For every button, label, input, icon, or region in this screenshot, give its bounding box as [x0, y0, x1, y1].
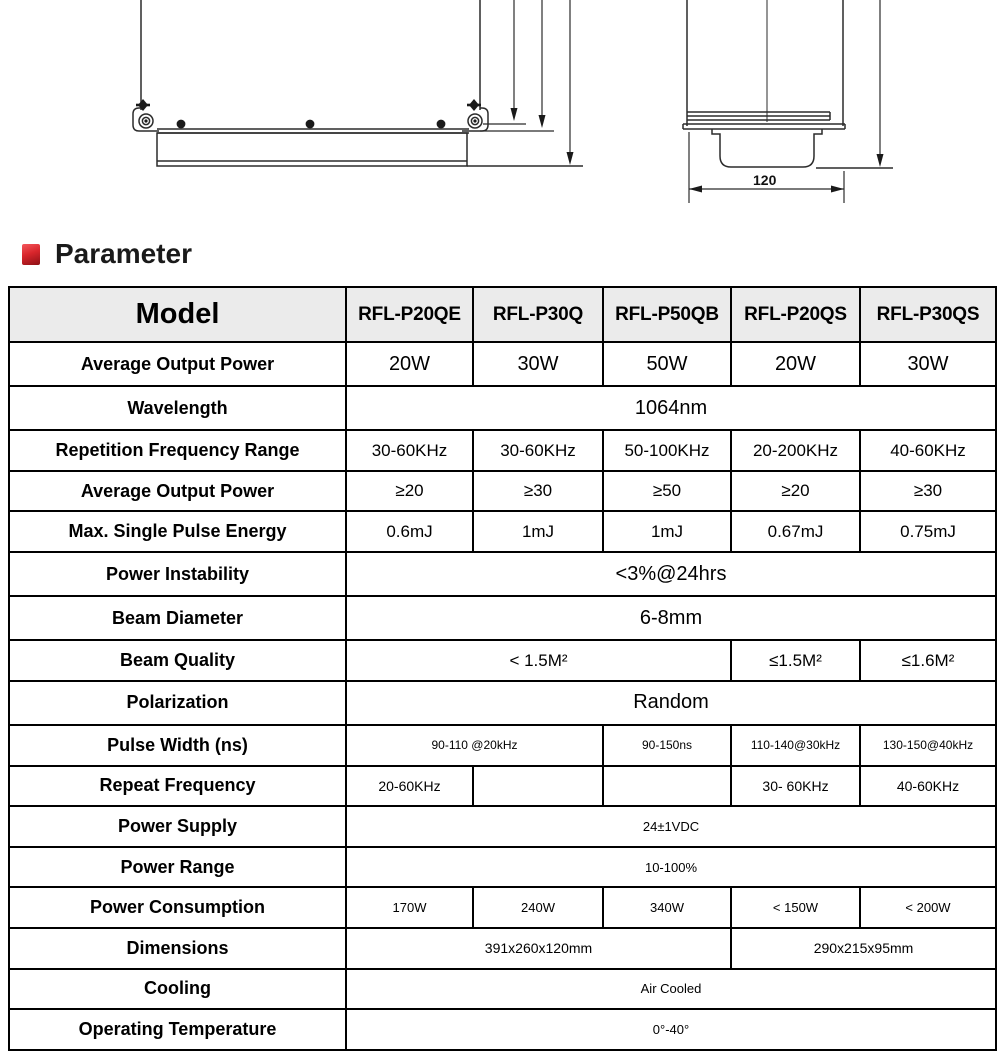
value-cell: ≥30: [860, 471, 996, 512]
table-row: [9, 681, 996, 725]
value-cell: 90-150ns: [603, 725, 731, 766]
value-cell: 90-110 @20kHz: [346, 725, 603, 766]
table-row: [9, 596, 996, 640]
value-cell: ≥20: [731, 471, 860, 512]
value-cell: 30W: [473, 342, 603, 386]
value-cell: 10-100%: [346, 847, 996, 888]
table-row: [9, 887, 996, 928]
screw-icon: [136, 99, 481, 111]
parameter-table-body: [9, 287, 996, 1050]
section-heading: [22, 238, 192, 270]
value-cell: < 1.5M²: [346, 640, 731, 681]
table-row: [9, 342, 996, 386]
value-cell: [473, 766, 603, 807]
value-cell: 0°-40°: [346, 1009, 996, 1050]
table-row: [9, 725, 996, 766]
value-cell: 24±1VDC: [346, 806, 996, 847]
value-cell: 20W: [346, 342, 473, 386]
table-row: [9, 847, 996, 888]
table-row: [9, 430, 996, 471]
value-cell: <3%@24hrs: [346, 552, 996, 596]
value-cell: 6-8mm: [346, 596, 996, 640]
section-bullet-icon: [22, 244, 40, 265]
value-cell: 30W: [860, 342, 996, 386]
model-column-header: RFL-P20QE: [346, 287, 473, 342]
model-column-header: RFL-P30QS: [860, 287, 996, 342]
row-label-cell: Power Instability: [9, 552, 346, 596]
model-header-cell: Model: [9, 287, 346, 342]
value-cell: 30-60KHz: [473, 430, 603, 471]
table-row: [9, 552, 996, 596]
model-column-header: RFL-P30Q: [473, 287, 603, 342]
value-cell: 20W: [731, 342, 860, 386]
row-label-cell: Max. Single Pulse Energy: [9, 511, 346, 552]
row-label-cell: Dimensions: [9, 928, 346, 969]
value-cell: 0.67mJ: [731, 511, 860, 552]
table-row: [9, 640, 996, 681]
model-column-header: RFL-P20QS: [731, 287, 860, 342]
row-label-cell: Beam Diameter: [9, 596, 346, 640]
value-cell: 0.6mJ: [346, 511, 473, 552]
value-cell: 1064nm: [346, 386, 996, 430]
row-label-cell: Operating Temperature: [9, 1009, 346, 1050]
value-cell: 50-100KHz: [603, 430, 731, 471]
dimension-arrow: [480, 0, 574, 165]
value-cell: 0.75mJ: [860, 511, 996, 552]
table-row: [9, 969, 996, 1010]
value-cell: 30-60KHz: [346, 430, 473, 471]
row-label-cell: Pulse Width (ns): [9, 725, 346, 766]
table-row: [9, 928, 996, 969]
value-cell: 130-150@40kHz: [860, 725, 996, 766]
dimension-arrow: [877, 0, 884, 167]
value-cell: 20-60KHz: [346, 766, 473, 807]
table-row: [9, 766, 996, 807]
value-cell: 391x260x120mm: [346, 928, 731, 969]
value-cell: 1mJ: [603, 511, 731, 552]
model-column-header: RFL-P50QB: [603, 287, 731, 342]
row-label-cell: Repetition Frequency Range: [9, 430, 346, 471]
screw-hole-icon: [468, 114, 482, 128]
row-label-cell: Cooling: [9, 969, 346, 1010]
value-cell: 240W: [473, 887, 603, 928]
value-cell: ≥20: [346, 471, 473, 512]
table-row: [9, 1009, 996, 1050]
value-cell: 20-200KHz: [731, 430, 860, 471]
screw-hole-icon: [139, 114, 153, 128]
row-label-cell: Average Output Power: [9, 471, 346, 512]
value-cell: < 200W: [860, 887, 996, 928]
table-row: [9, 471, 996, 512]
value-cell: 40-60KHz: [860, 430, 996, 471]
table-row: [9, 386, 996, 430]
screw-head-icon: [177, 120, 446, 129]
dimension-label: 120: [753, 172, 777, 188]
value-cell: 340W: [603, 887, 731, 928]
value-cell: [603, 766, 731, 807]
technical-drawing: [0, 0, 1000, 215]
parameter-table: [8, 286, 997, 1051]
value-cell: ≤1.6M²: [860, 640, 996, 681]
row-label-cell: Power Supply: [9, 806, 346, 847]
row-label-cell: Polarization: [9, 681, 346, 725]
value-cell: Air Cooled: [346, 969, 996, 1010]
row-label-cell: Beam Quality: [9, 640, 346, 681]
row-label-cell: Repeat Frequency: [9, 766, 346, 807]
value-cell: 40-60KHz: [860, 766, 996, 807]
row-label-cell: Average Output Power: [9, 342, 346, 386]
value-cell: Random: [346, 681, 996, 725]
value-cell: < 150W: [731, 887, 860, 928]
value-cell: 170W: [346, 887, 473, 928]
row-label-cell: Power Consumption: [9, 887, 346, 928]
value-cell: 30- 60KHz: [731, 766, 860, 807]
table-header-row: [9, 287, 996, 342]
value-cell: ≥50: [603, 471, 731, 512]
value-cell: ≥30: [473, 471, 603, 512]
row-label-cell: Power Range: [9, 847, 346, 888]
table-row: [9, 806, 996, 847]
value-cell: ≤1.5M²: [731, 640, 860, 681]
row-label-cell: Wavelength: [9, 386, 346, 430]
table-row: [9, 511, 996, 552]
value-cell: 110-140@30kHz: [731, 725, 860, 766]
value-cell: 290x215x95mm: [731, 928, 996, 969]
page-title: Parameter: [55, 238, 192, 269]
value-cell: 1mJ: [473, 511, 603, 552]
value-cell: 50W: [603, 342, 731, 386]
